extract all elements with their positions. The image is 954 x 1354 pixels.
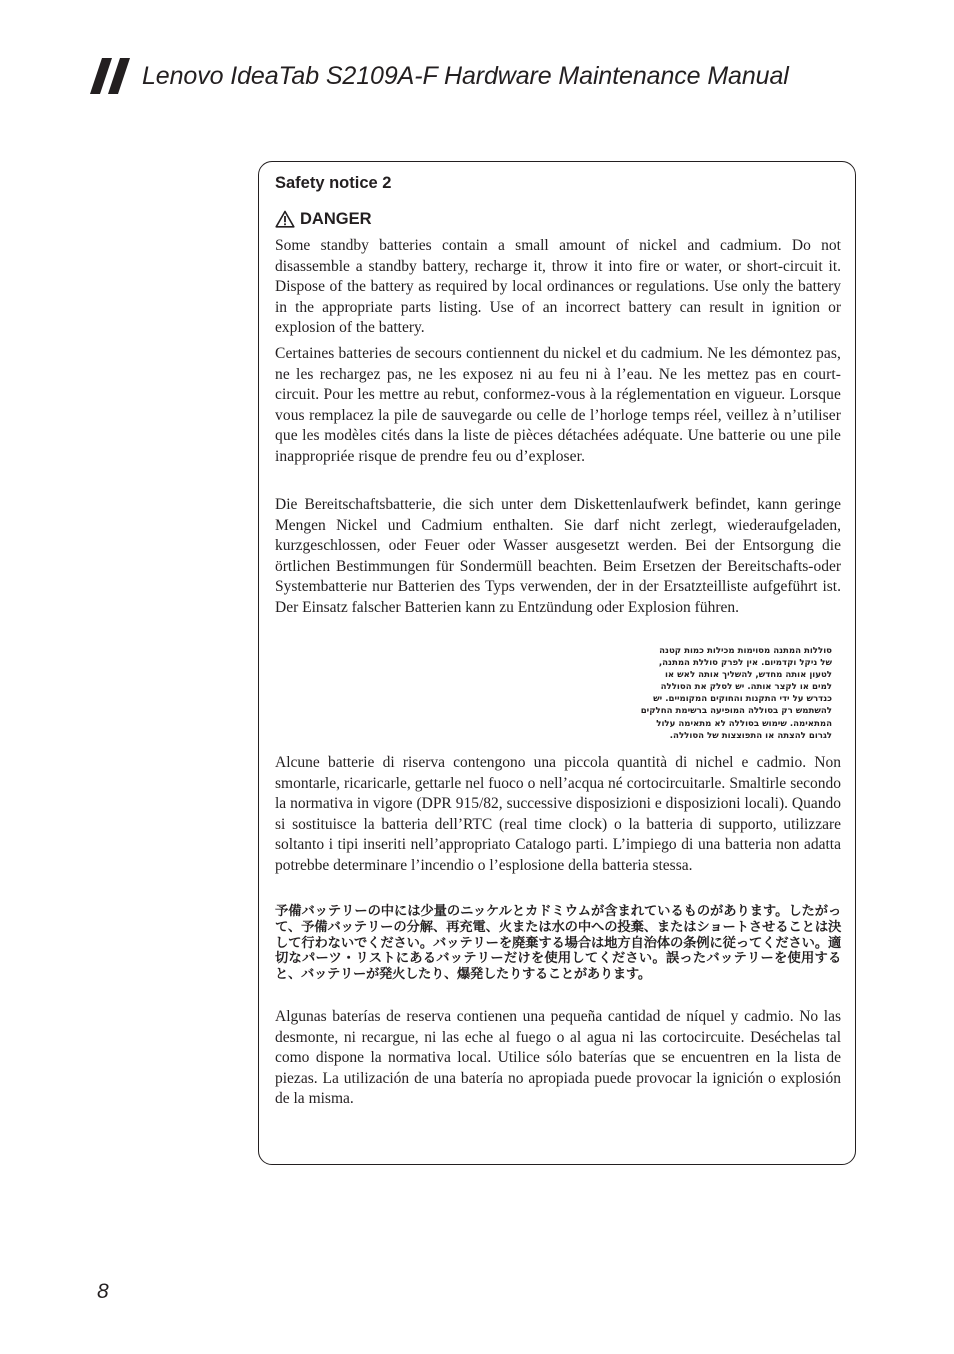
document-title: Lenovo IdeaTab S2109A-F Hardware Maintenance Manual: [142, 62, 789, 90]
hebrew-line: סוללות המתנה מסוימות מכילות כמות קטנה: [659, 646, 832, 656]
hebrew-line: לטעון אותה מחדש, להשליך אותה לאש או: [664, 670, 832, 681]
notice-paragraph-german: Die Bereitschaftsbatterie, die sich unter dem Diskettenlaufwerk befindet, kann geringe Mengen Nickel und Cadmium enthalten. Sie darf nicht zerlegt, wiederaufgeladen, kurzgeschlossen, oder Feuer oder Wasser ausgesetzt werden. Bei der Entsorgung die örtlichen Bestimmungen für Sondermüll beachten. Beim Ersetzen der Bereitschafts-oder Systembatterie nur Batterien des Typs verwenden, der in der Ersatzteilliste aufgeführt ist. Der Einsatz falscher Batterien kann zu Entzündung oder Explosion führen.: [275, 496, 841, 616]
page-number: 8: [97, 1280, 109, 1303]
double-slash-logo-icon: [90, 58, 136, 94]
warning-triangle-icon: [275, 210, 295, 228]
notice-paragraph-italian: Alcune batterie di riserva contengono una piccola quantità di nichel e cadmio. Non smontarle, ricaricarle, gettarle nel fuoco o nell’acqua né cortocircuitarle. Smaltirle secondo la normativa in vigore (DPR 915/82, successive disposizioni e disposizioni locali). Quando si sostituisce la batteria dell’RTC (real time clock) o la batteria di supporto, utilizzare soltanto i tipi inseriti nell’appropriato Catalogo parti. L’impiego di una batteria non adatta potrebbe determinare l’incendio o l’esplosione della batteria stessa.: [275, 754, 841, 874]
hebrew-line: למים או לקצר אותה. יש לסלק את הסוללה: [660, 682, 832, 693]
notice-paragraph-japanese: 予備バッテリーの中には少量のニッケルとカドミウムが含まれているものがあります。したがって、予備バッテリーの分解、再充電、火または水の中への投棄、またはショートさせることは決して行わないでください。バッテリーを廃棄する場合は地方自治体の条例に従ってください。適切なパーツ・リストにあるバッテリーだけを使用してください。誤ったバッテリーを使用すると、バッテリーが発火したり、爆発したりすることがあります。: [275, 904, 841, 983]
hebrew-line: כנדרש על ידי התקנות והחוקים המקומיים. יש: [653, 694, 832, 705]
hebrew-line: להשתמש רק בסוללה המופיעה ברשימת החלקים: [640, 706, 832, 717]
notice-paragraph-french: Certaines batteries de secours contiennent du nickel et du cadmium. Ne les démontez pas, ne les rechargez pas, ne les exposez ni au feu ni à l’eau. Ne les mettez pas en court-circuit. Pour les mettre au rebut, conformez-vous à la réglementation en vigueur. Lorsque vous remplacez la pile de sauvegarde ou celle de l’horloge temps réel, veillez à n’utiliser que les modèles cités dans la liste de pièces détachées adéquate. Une batterie ou une pile inappropriée risque de prendre feu ou d’exploser.: [275, 345, 841, 465]
safety-notice-title: Safety notice 2: [275, 174, 392, 192]
hebrew-line: המתאימה. שימוש בסוללה לא מתאימה עלול: [656, 718, 832, 729]
notice-paragraph-english: Some standby batteries contain a small amount of nickel and cadmium. Do not disassemble a standby battery, recharge it, throw it into fire or water, or short-circuit it. Dispose of the battery as required by local ordinances or regulations. Use only the battery in the appropriate parts listing. Use of an incorrect battery can result in ignition or explosion of the battery.: [275, 237, 841, 336]
hebrew-line: של ניקל וקדמיום. אין לפרק סוללת המתנה,: [658, 658, 832, 669]
danger-heading: [275, 208, 372, 230]
danger-label: DANGER: [300, 209, 372, 228]
notice-paragraph-hebrew: [598, 645, 832, 742]
hebrew-line: לגרום להצתה או התפוצצות של הסוללה.: [669, 730, 832, 741]
notice-paragraph-spanish: Algunas baterías de reserva contienen una pequeña cantidad de níquel y cadmio. No las desmonte, ni recargue, ni las eche al fuego o al agua ni las cortocircuite. Deséchelas tal como dispone la normativa local. Utilice sólo baterías que se encuentren en la lista de piezas. La utilización de una batería no apropiada puede provocar la ignición o explosión de la misma.: [275, 1008, 841, 1107]
